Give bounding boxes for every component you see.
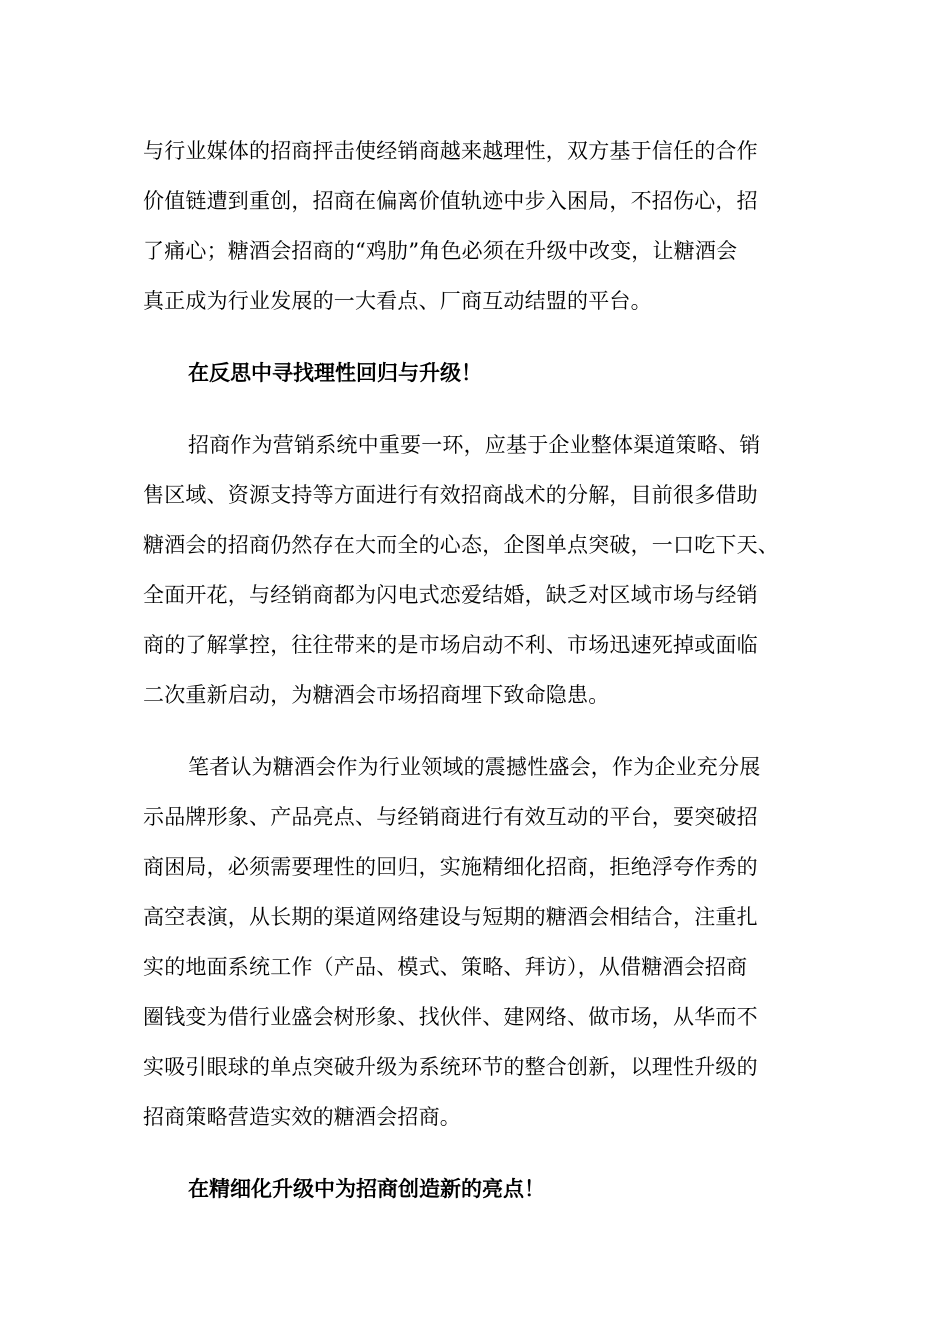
paragraph-3-line-2: 示品牌形象、产品亮点、与经销商进行有效互动的平台，要突破招 xyxy=(143,805,758,829)
section-heading-1: 在反思中寻找理性回归与升级！ xyxy=(188,360,482,385)
paragraph-2-line-3: 糖酒会的招商仍然存在大而全的心态，企图单点突破，一口吃下天、 xyxy=(143,533,779,557)
section-heading-2: 在精细化升级中为招商创造新的亮点！ xyxy=(188,1176,545,1201)
paragraph-3-line-8: 招商策略营造实效的糖酒会招商。 xyxy=(143,1105,461,1129)
paragraph-2-line-6: 二次重新启动，为糖酒会市场招商埋下致命隐患。 xyxy=(143,683,610,707)
paragraph-3-line-4: 高空表演，从长期的渠道网络建设与短期的糖酒会相结合，注重扎 xyxy=(143,905,758,929)
paragraph-2-line-1: 招商作为营销系统中重要一环，应基于企业整体渠道策略、销 xyxy=(188,433,761,457)
paragraph-1-line-1: 与行业媒体的招商抨击使经销商越来越理性，双方基于信任的合作 xyxy=(143,139,758,163)
paragraph-1-line-4: 真正成为行业发展的一大看点、厂商互动结盟的平台。 xyxy=(143,289,652,313)
paragraph-1-line-3: 了痛心；糖酒会招商的“鸡肋”角色必须在升级中改变，让糖酒会 xyxy=(143,239,738,263)
paragraph-3-line-5: 实的地面系统工作（产品、模式、策略、拜访），从借糖酒会招商 xyxy=(143,955,748,979)
paragraph-3-line-7: 实吸引眼球的单点突破升级为系统环节的整合创新，以理性升级的 xyxy=(143,1055,758,1079)
paragraph-2-line-4: 全面开花，与经销商都为闪电式恋爱结婚，缺乏对区域市场与经销 xyxy=(143,583,758,607)
paragraph-2-line-5: 商的了解掌控，往往带来的是市场启动不利、市场迅速死掉或面临 xyxy=(143,633,758,657)
paragraph-1-line-2: 价值链遭到重创，招商在偏离价值轨迹中步入困局，不招伤心，招 xyxy=(143,189,758,213)
paragraph-3-line-3: 商困局，必须需要理性的回归，实施精细化招商，拒绝浮夸作秀的 xyxy=(143,855,758,879)
paragraph-3-line-6: 圈钱变为借行业盛会树形象、找伙伴、建网络、做市场，从华而不 xyxy=(143,1005,758,1029)
paragraph-3-line-1: 笔者认为糖酒会作为行业领域的震撼性盛会，作为企业充分展 xyxy=(188,755,761,779)
paragraph-2-line-2: 售区域、资源支持等方面进行有效招商战术的分解，目前很多借助 xyxy=(143,483,758,507)
